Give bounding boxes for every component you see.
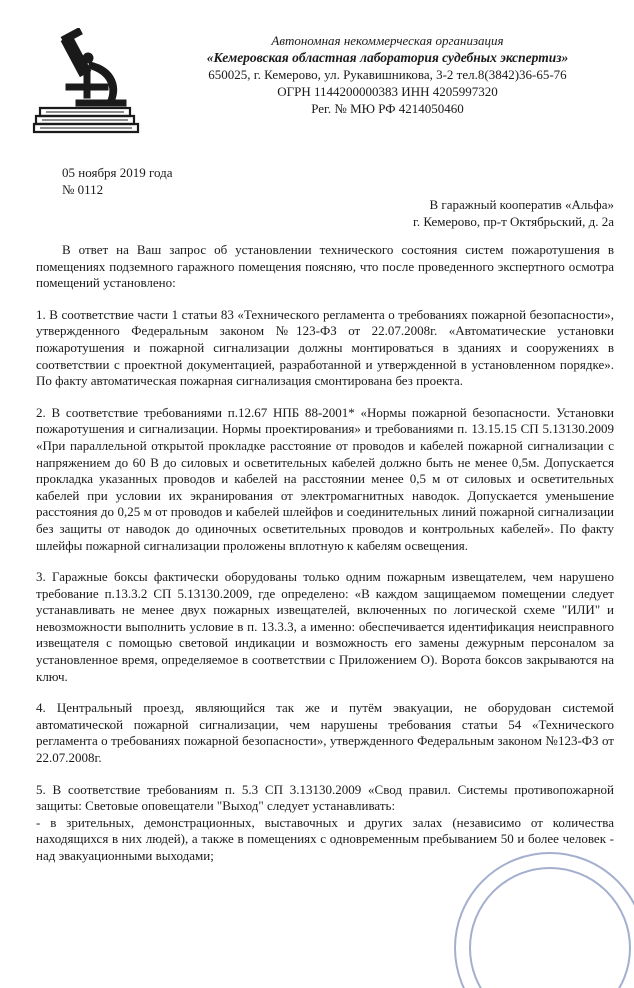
- org-registration: Рег. № МЮ РФ 4214050460: [311, 101, 464, 116]
- paragraph-5-item: - в зрительных, демонстрационных, выставочных и других залах (независимо от количества находящихся в них людей), а также в помещениях с одновременным пребыванием 50 и более человек - над эвакуационными выходами;: [36, 814, 614, 863]
- paragraph-2: 2. В соответствие требованиями п.12.67 НПБ 88-2001* «Нормы пожарной безопасности. Установки пожаротушения и сигнализации. Нормы проектирования» и требованиями п. 13.15.15 СП 5.13130.2009 «При параллельной открытой прокладке расстояние от проводов и кабелей пожарной сигнализации с напряжением до 60 В до силовых и осветительных кабелей должно быть не менее 0,5м. Допускается прокладка указанных проводов и кабелей на расстоянии менее 0,5 м от силовых и осветительных кабелей при условии их экранирования от электромагнитных наводок. Допускается уменьшение расстояния до 0,25 м от проводов и кабелей шлейфов и соединительных линий пожарной сигнализации без защиты от наводок до одиночных осветительных проводов и контрольных кабелей». По факту шлейфы пожарной сигнализации проложены вплотную к кабелям освещения.: [36, 404, 614, 553]
- intro-paragraph: В ответ на Ваш запрос об установлении технического состояния систем пожаротушения в помещениях подземного гаражного помещения поясняю, что после проведенного экспертного осмотра помещений установлено:: [36, 242, 614, 291]
- paragraph-4: 4. Центральный проезд, являющийся так же и путём эвакуации, не оборудован системой автоматической пожарной сигнализации, чем нарушены требования статьи 54 «Технического регламента о требованиях пожарной безопасности», утвержденного Федеральным законом №123-ФЗ от 22.07.2008г.: [36, 700, 614, 766]
- org-address: 650025, г. Кемерово, ул. Рукавишникова, 3-2 тел.8(3842)36-65-76: [208, 67, 567, 82]
- recipient-address: г. Кемерово, пр-т Октябрьский, д. 2а: [412, 214, 614, 229]
- paragraph-3: 3. Гаражные боксы фактически оборудованы только одним пожарным извещателем, чем нарушено требование п.13.3.2 СП 5.13130.2009, где определено: «В каждом защищаемом помещении следует устанавливать не менее двух пожарных извещателей, включенных по логической схеме "ИЛИ" и невозможности выполнить условие в п. 13.3.3, а именно: обеспечивается идентификация неисправного извещателя с помощью световой индикации и возможность его замены дежурным персоналом за установленное время, определяемое в соответствии с Приложением О). Ворота боксов закрываются на ключ.: [36, 569, 614, 684]
- microscope-books-logo-icon: [26, 28, 156, 138]
- recipient-block: [413, 196, 614, 230]
- org-type: Автономная некоммерческая организация: [271, 33, 504, 48]
- document-number: № 0112: [62, 182, 104, 197]
- document-meta: [62, 164, 173, 198]
- org-name: «Кемеровская областная лаборатория судебных экспертиз»: [206, 50, 569, 65]
- recipient-name: В гаражный кооператив «Альфа»: [429, 197, 614, 212]
- organization-header: [160, 32, 615, 117]
- document-date: 05 ноября 2019 года: [62, 165, 173, 180]
- letter-body: [36, 242, 614, 865]
- paragraph-5: 5. В соответствие требованиям п. 5.3 СП 3.13130.2009 «Свод правил. Системы противопожарной защиты: Световые оповещатели "Выход" следует устанавливать:: [36, 781, 614, 814]
- org-ogrn-inn: ОГРН 1144200000383 ИНН 4205997320: [277, 84, 498, 99]
- paragraph-1: 1. В соответствие части 1 статьи 83 «Технического регламента о требованиях пожарной безопасности», утвержденного Федеральным законом №123-ФЗ от 22.07.2008г. «Автоматические установки пожаротушения и пожарной сигнализации должны монтироваться в зданиях и сооружениях в соответствии с проектной документацией, разработанной и утвержденной в установленном порядке». По факту автоматическая пожарная сигнализация смонтирована без проекта.: [36, 306, 614, 389]
